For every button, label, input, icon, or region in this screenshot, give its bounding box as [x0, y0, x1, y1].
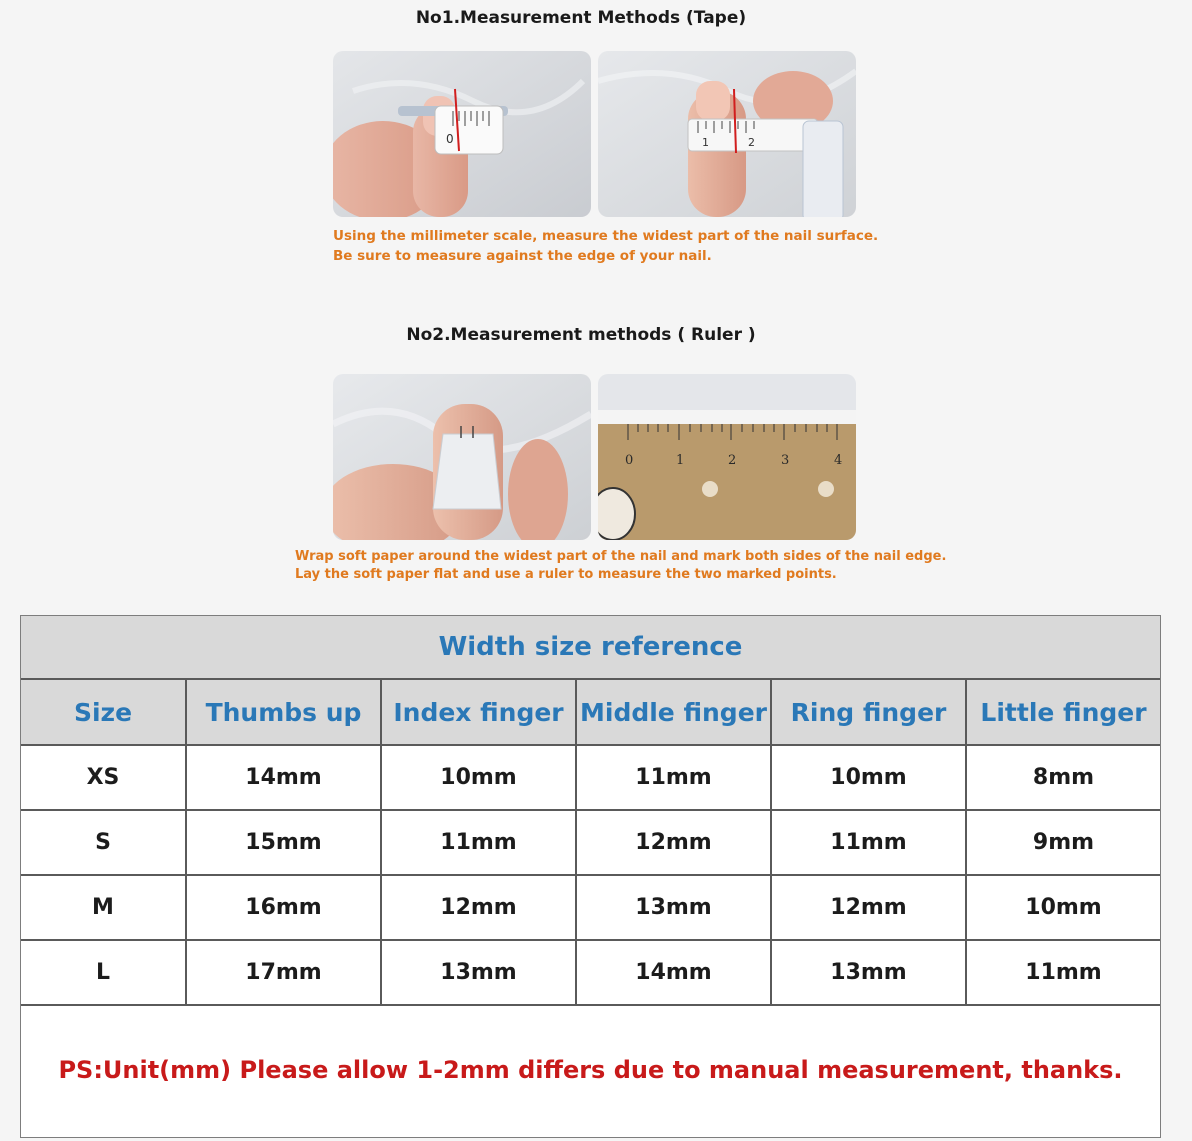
- tape-photo-thumb-wrap: [333, 51, 591, 217]
- table-title: Width size reference: [21, 616, 1160, 680]
- header-little-finger: Little finger: [966, 680, 1160, 745]
- middle-cell: 12mm: [576, 810, 771, 875]
- svg-text:0: 0: [625, 453, 634, 468]
- method1-caption-line1: Using the millimeter scale, measure the widest part of the nail surface.: [333, 228, 879, 244]
- svg-text:1: 1: [676, 453, 685, 468]
- size-cell: S: [21, 810, 186, 875]
- method1-title: No1.Measurement Methods (Tape): [415, 8, 747, 28]
- thumb-cell: 17mm: [186, 940, 381, 1005]
- thumb-cell: 15mm: [186, 810, 381, 875]
- index-cell: 11mm: [381, 810, 576, 875]
- header-row: [21, 680, 1160, 745]
- svg-text:0: 0: [446, 132, 454, 146]
- method2-caption-line1: Wrap soft paper around the widest part of the nail and mark both sides of the nail edge.: [295, 549, 947, 564]
- svg-text:1: 1: [702, 136, 709, 149]
- header-size: Size: [21, 680, 186, 745]
- size-reference-table: [20, 615, 1161, 1138]
- table-row: [21, 745, 1160, 810]
- method2-title: No2.Measurement methods ( Ruler ): [406, 325, 756, 345]
- measurement-note: PS:Unit(mm) Please allow 1-2mm differs due to manual measurement, thanks.: [58, 1056, 1123, 1084]
- index-cell: 10mm: [381, 745, 576, 810]
- middle-cell: 11mm: [576, 745, 771, 810]
- header-index-finger: Index finger: [381, 680, 576, 745]
- little-cell: 8mm: [966, 745, 1160, 810]
- index-cell: 13mm: [381, 940, 576, 1005]
- index-cell: 12mm: [381, 875, 576, 940]
- method2-caption: [295, 548, 946, 584]
- table-row: [21, 875, 1160, 940]
- size-grid: [21, 680, 1160, 1006]
- tape-photo-reading: [598, 51, 856, 217]
- paper-wrap-photo: [333, 374, 591, 540]
- svg-text:2: 2: [748, 136, 755, 149]
- ruler-photo: [598, 374, 856, 540]
- method2-caption-line2: Lay the soft paper flat and use a ruler to measure the two marked points.: [295, 567, 837, 582]
- size-cell: M: [21, 875, 186, 940]
- ring-cell: 13mm: [771, 940, 966, 1005]
- header-middle-finger: Middle finger: [576, 680, 771, 745]
- middle-cell: 13mm: [576, 875, 771, 940]
- svg-text:3: 3: [781, 453, 790, 468]
- thumb-cell: 16mm: [186, 875, 381, 940]
- little-cell: 9mm: [966, 810, 1160, 875]
- ring-cell: 11mm: [771, 810, 966, 875]
- svg-text:2: 2: [728, 453, 737, 468]
- size-cell: L: [21, 940, 186, 1005]
- ring-cell: 12mm: [771, 875, 966, 940]
- size-cell: XS: [21, 745, 186, 810]
- thumb-cell: 14mm: [186, 745, 381, 810]
- header-ring-finger: Ring finger: [771, 680, 966, 745]
- svg-text:4: 4: [834, 453, 843, 468]
- header-thumbs-up: Thumbs up: [186, 680, 381, 745]
- little-cell: 11mm: [966, 940, 1160, 1005]
- little-cell: 10mm: [966, 875, 1160, 940]
- middle-cell: 14mm: [576, 940, 771, 1005]
- method1-caption: [333, 226, 878, 266]
- ring-cell: 10mm: [771, 745, 966, 810]
- table-row: [21, 940, 1160, 1005]
- method1-caption-line2: Be sure to measure against the edge of your nail.: [333, 248, 712, 264]
- table-row: [21, 810, 1160, 875]
